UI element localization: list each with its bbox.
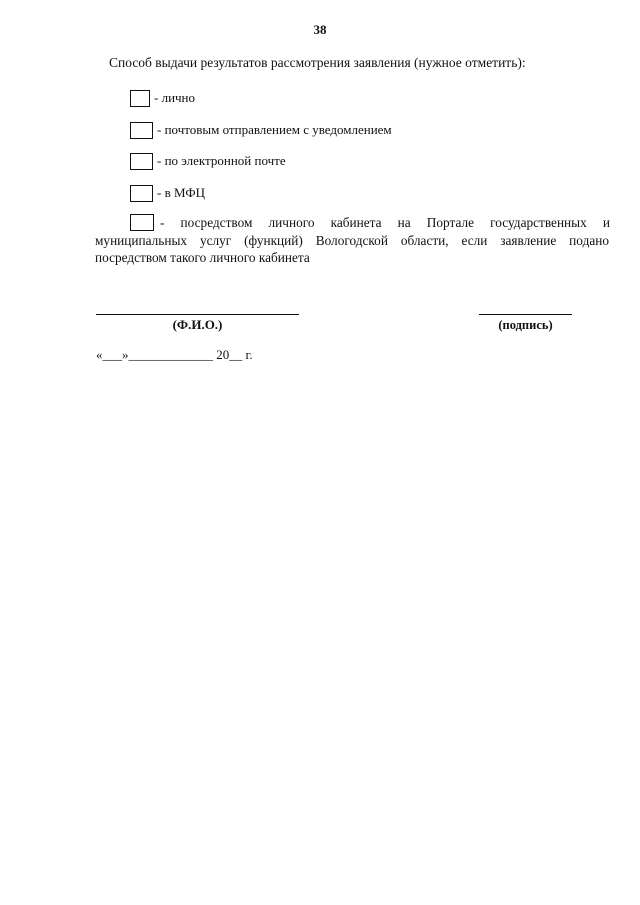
option-portal bbox=[95, 214, 609, 267]
delivery-method-heading: Способ выдачи результатов рассмотрения заявления (нужное отметить): bbox=[109, 55, 526, 70]
option-label: - по электронной почте bbox=[157, 153, 286, 168]
option-in-person bbox=[130, 88, 195, 108]
fio-signature-line[interactable] bbox=[96, 314, 299, 315]
fio-label: (Ф.И.О.) bbox=[172, 317, 223, 332]
option-mfc bbox=[130, 183, 205, 203]
option-label: - почтовым отправлением с уведомлением bbox=[157, 122, 392, 137]
signature-label: (подпись) bbox=[498, 318, 553, 332]
checkbox-mfc[interactable] bbox=[130, 185, 153, 202]
option-portal-label: - посредством личного кабинета на Портале государственных и bbox=[160, 215, 610, 230]
option-portal-first-line bbox=[95, 214, 609, 232]
signature-line[interactable] bbox=[479, 314, 572, 315]
option-post bbox=[130, 120, 392, 140]
date-field[interactable]: «___»_____________ 20__ г. bbox=[96, 347, 253, 362]
option-label: - лично bbox=[154, 90, 196, 105]
option-portal-label-continued: муниципальных услуг (функций) Вологодской области, если заявление подано посредством такого личного кабинета bbox=[95, 232, 609, 265]
page-number: 38 bbox=[313, 22, 327, 37]
option-email bbox=[130, 151, 286, 171]
checkbox-portal[interactable] bbox=[130, 214, 154, 231]
option-label: - в МФЦ bbox=[157, 185, 206, 200]
checkbox-in-person[interactable] bbox=[130, 90, 150, 107]
checkbox-email[interactable] bbox=[130, 153, 153, 170]
checkbox-post[interactable] bbox=[130, 122, 153, 139]
